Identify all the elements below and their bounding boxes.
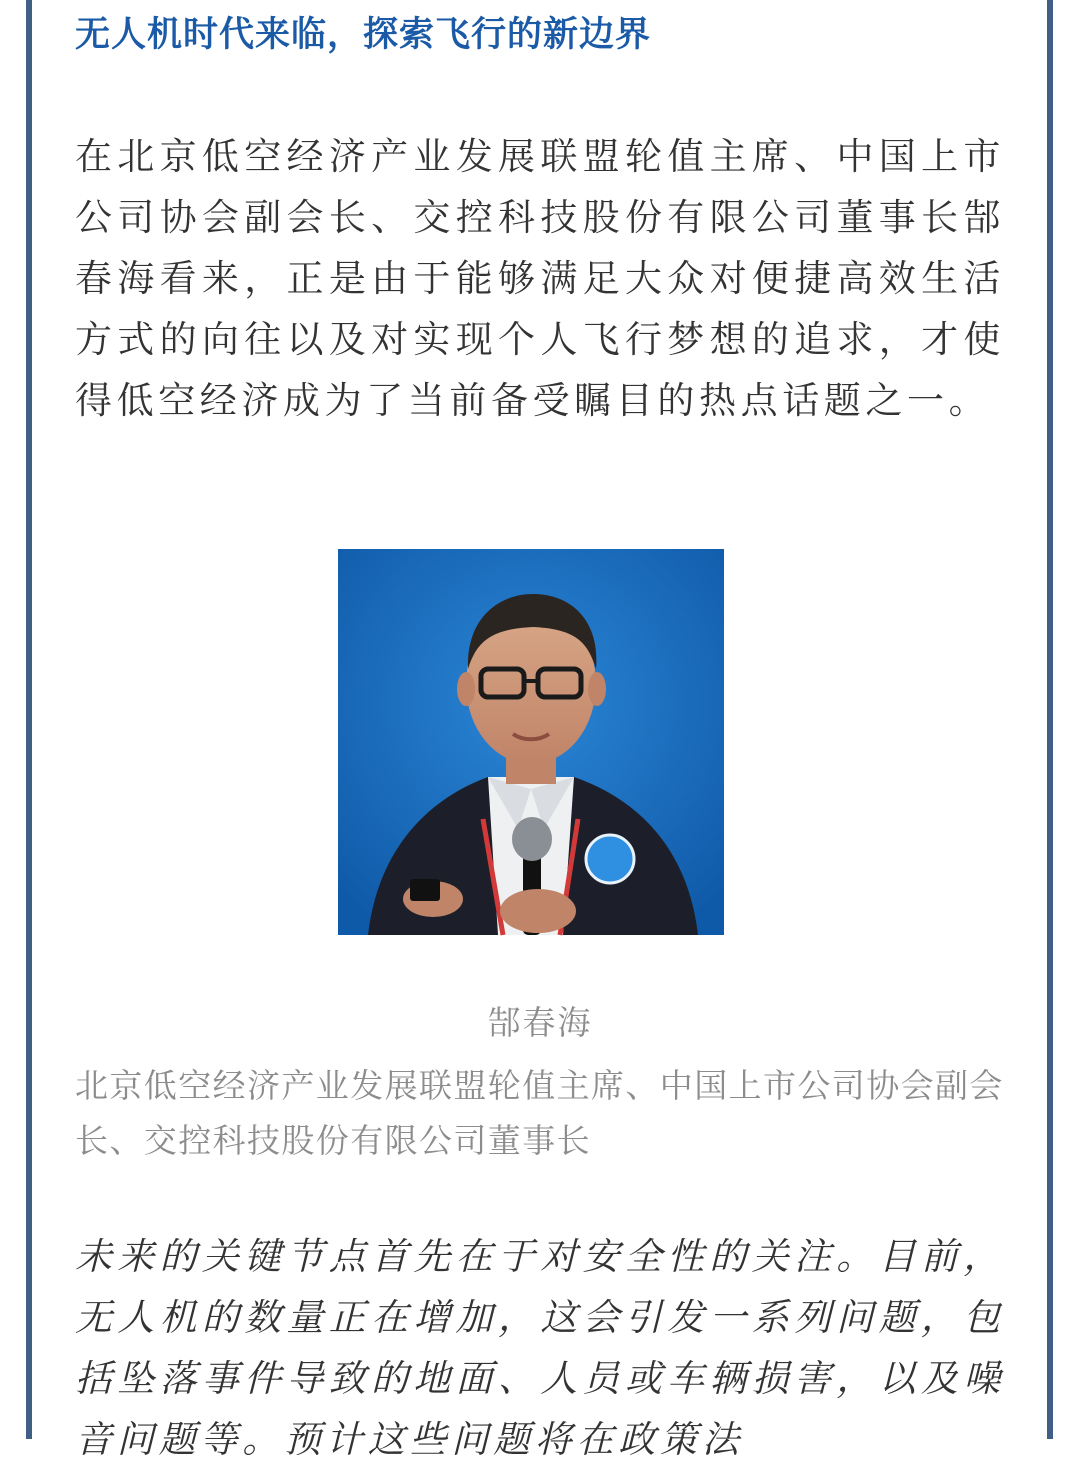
portrait-illustration <box>338 549 724 935</box>
quote-paragraph: 未来的关键节点首先在于对安全性的关注。目前，无人机的数量正在增加，这会引发一系列问题，包括坠落事件导致的地面、人员或车辆损害，以及噪音问题等。预计这些问题将在政策法 <box>75 1235 1005 1461</box>
caption-name: 郜春海 <box>487 1003 593 1042</box>
right-border-rule <box>1047 0 1053 1439</box>
portrait-photo <box>338 549 724 935</box>
left-border-rule <box>26 0 32 1439</box>
caption-title: 北京低空经济产业发展联盟轮值主席、中国上市公司协会副会长、交控科技股份有限公司董事长 <box>75 1066 1004 1160</box>
body-paragraph: 在北京低空经济产业发展联盟轮值主席、中国上市公司协会副会长、交控科技股份有限公司董事长郜春海看来，正是由于能够满足大众对便捷高效生活方式的向往以及对实现个人飞行梦想的追求，才使得低空经济成为了当前备受瞩目的热点话题之一。 <box>75 135 1005 422</box>
section-heading: 无人机时代来临，探索飞行的新边界 <box>75 15 652 55</box>
